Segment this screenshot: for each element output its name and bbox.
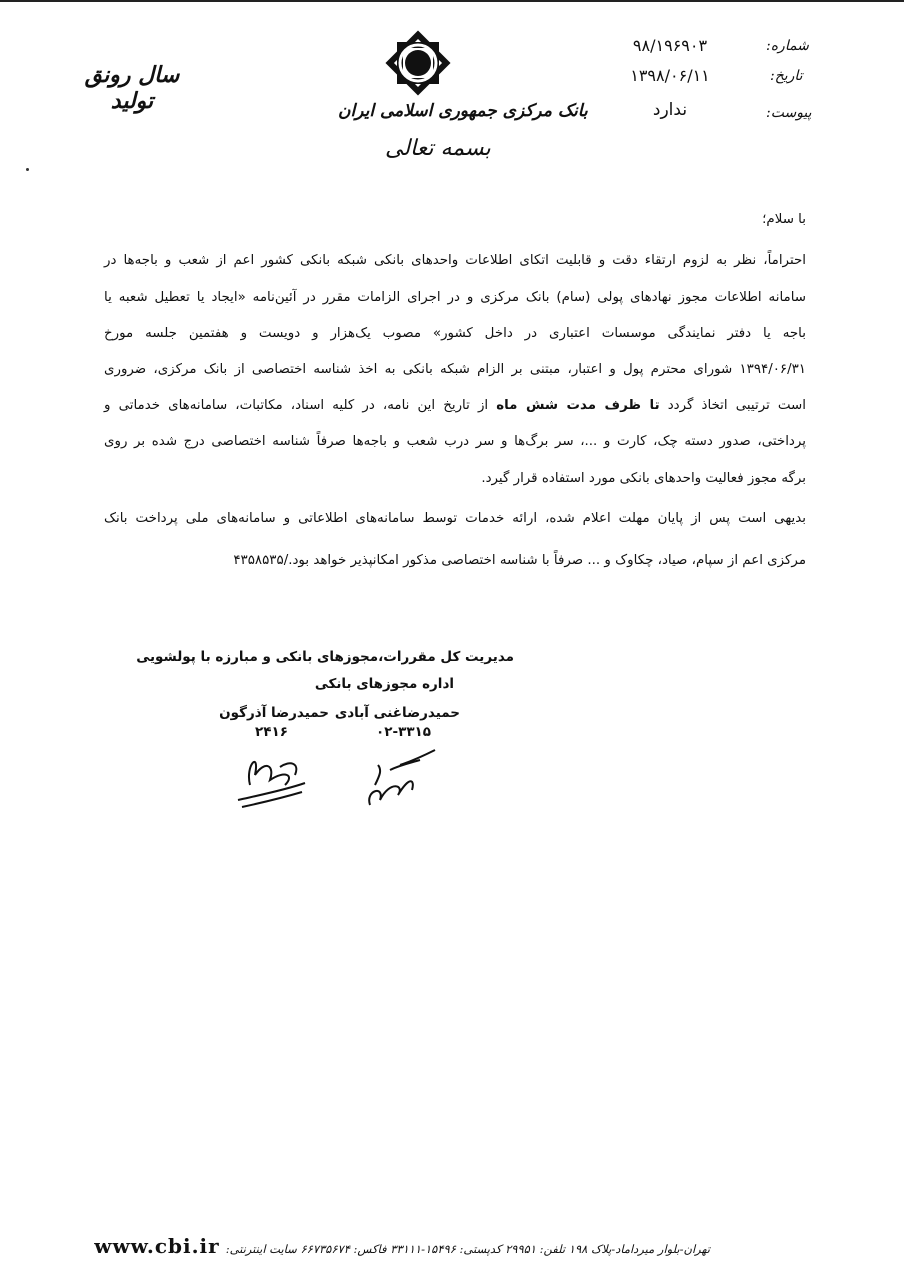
greeting: با سلام؛: [762, 212, 806, 227]
deadline-emphasis: تا ظرف مدت شش ماه: [496, 398, 660, 413]
slogan-line-1: سال رونق: [84, 62, 180, 88]
page-top-border: [0, 0, 904, 2]
signer-1-name: حمیدرضاغنی آبادی: [334, 705, 460, 721]
attachment-label: پیوست:: [766, 105, 812, 121]
footer-address: تهران-بلوار میرداماد-پلاک ۱۹۸ تلفن: ۲۹۹۵۱ کدپستی: ۱۵۴۹۶-۳۳۱۱۱ فاکس: ۶۶۷۳۵۶۷۴ سایت اینترنتی:: [225, 1242, 710, 1256]
signer-2-name: حمیدرضا آذرگون: [219, 705, 329, 721]
signature-office: اداره مجوزهای بانکی: [314, 676, 454, 692]
body-line-9: مرکزی اعم از سپام، صیاد، چکاوک و ... صرفاً با شناسه اختصاصی مذکور امکانپذیر خواهد بود./۴۳۵۸۵۳۵: [233, 553, 806, 568]
body-line-8: بدیهی است پس از پایان مهلت اعلام شده، ارائه خدمات توسط سامانه‌های اطلاعاتی و سامانه‌های ملی پرداخت بانک: [104, 511, 806, 526]
body-line-5-end: از تاریخ این نامه، در کلیه اسناد، مکاتبات، سامانه‌های خدماتی و: [104, 398, 497, 413]
body-line-2: سامانه اطلاعات مجوز نهادهای پولی (سام) بانک مرکزی و در اجرای الزامات مقرر در آئین‌نامه «ایجاد یا تعطیل شعبه یا: [104, 290, 806, 305]
basmala: بسمه تعالی: [385, 136, 491, 161]
central-bank-logo: [383, 28, 453, 98]
signer-1-code: ۰۲-۳۳۱۵: [376, 724, 432, 740]
body-line-3: باجه یا دفتر نمایندگی موسسات اعتباری در داخل کشور» مصوب یک‌هزار و دویست و هفتمین جلسه مورخ: [104, 326, 806, 341]
website-link[interactable]: www.cbi.ir: [94, 1234, 220, 1258]
attachment-value: ندارد: [652, 100, 688, 120]
letterhead-footer: [94, 1234, 710, 1258]
body-line-6: پرداختی، صدور دسته چک، کارت و ...، سر برگ‌ها و سر درب شعب و باجه‌ها صرفاً شناسه اختصاصی درج شده بر روی: [104, 434, 806, 449]
slogan-line-2: تولید: [110, 88, 154, 114]
date-value: ۱۳۹۸/۰۶/۱۱: [630, 66, 710, 85]
signer-2-signature: [230, 745, 310, 819]
signer-2-code: ۲۴۱۶: [255, 724, 288, 740]
number-value: ۹۸/۱۹۶۹۰۳: [632, 36, 708, 55]
body-line-7: برگه مجوز فعالیت واحدهای بانکی مورد استفاده قرار گیرد.: [481, 471, 806, 486]
body-line-4: ۱۳۹۴/۰۶/۳۱ شورای محترم پول و اعتبار، مبتنی بر الزام شبکه بانکی به اخذ شناسه اختصاصی از بانک مرکزی، ضروری: [104, 362, 806, 377]
signature-department: مدیریت کل مقررات،مجوزهای بانکی و مبارزه با پولشویی: [136, 649, 514, 665]
scan-dot: [26, 168, 29, 171]
year-slogan: [72, 62, 192, 114]
body-line-1: احتراماً، نظر به لزوم ارتقاء دقت و قابلیت اتکای اطلاعات واحدهای بانکی شبکه بانکی کشور اعم از شعب و باجه‌ها در: [104, 253, 806, 268]
bank-name: بانک مرکزی جمهوری اسلامی ایران: [338, 101, 588, 121]
body-line-5-start: است ترتیبی اتخاذ گردد: [659, 398, 806, 413]
body-line-5: [104, 398, 806, 413]
number-label: شماره:: [766, 38, 809, 54]
date-label: تاریخ:: [770, 68, 803, 84]
signer-1-signature: [360, 745, 440, 814]
